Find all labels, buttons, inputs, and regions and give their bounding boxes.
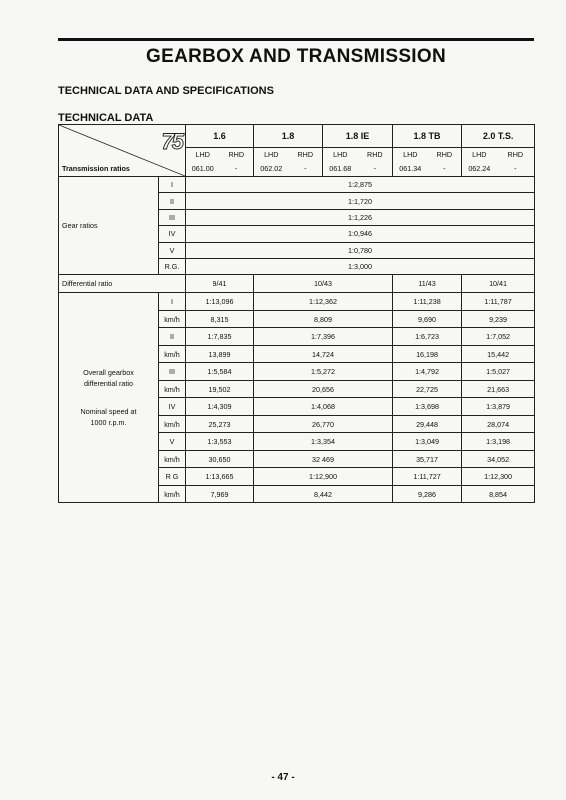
gear-ratio-value: 1:0,780 [186,242,535,258]
overall-ratio-value: 1:3,553 [186,433,254,451]
gearbox-code: 062.24 [462,161,497,177]
corner-cell [59,125,186,177]
gear-ratio-value: 1:1,226 [186,209,535,225]
model-header: 1.8 TB [393,125,462,148]
differential-value: 10/41 [462,275,535,293]
gearbox-code: 062.02 [254,161,289,177]
overall-label-cell [59,293,159,503]
gear-ratio-value: 1:0,946 [186,226,535,242]
gearbox-code-rhd: - [358,161,393,177]
speed-value: 15,442 [462,345,535,363]
overall-label-2: differential ratio [83,379,133,389]
kmh-label: km/h [159,345,186,363]
gear-label: IV [159,226,186,242]
gearbox-code-rhd: - [428,161,462,177]
gear-label: III [159,363,186,381]
rhd-label: RHD [428,148,462,162]
kmh-label: km/h [159,310,186,328]
overall-label-1: Overall gearbox [83,367,134,377]
speed-value: 26,770 [254,415,393,433]
gear-ratio-value: 1:1,720 [186,193,535,209]
overall-ratio-value: 1:4,309 [186,398,254,416]
table-row [59,125,535,148]
gear-label: III [159,209,186,225]
gearbox-code: 061.34 [393,161,428,177]
rhd-label: RHD [289,148,323,162]
overall-ratio-value: 1:3,698 [393,398,462,416]
gear-ratio-value: 1:2,875 [186,177,535,193]
speed-value: 20,656 [254,380,393,398]
overall-ratio-value: 1:5,027 [462,363,535,381]
overall-ratio-value: 1:12,900 [254,468,393,486]
speed-value: 7,969 [186,485,254,503]
gear-label: II [159,193,186,209]
gear-label: V [159,242,186,258]
lhd-label: LHD [186,148,220,162]
rhd-label: RHD [497,148,535,162]
overall-ratio-value: 1:5,584 [186,363,254,381]
overall-ratio-value: 1:13,665 [186,468,254,486]
speed-value: 22,725 [393,380,462,398]
overall-ratio-value: 1:3,198 [462,433,535,451]
overall-ratio-value: 1:7,396 [254,328,393,346]
rhd-label: RHD [220,148,254,162]
nominal-speed-label-1: Nominal speed at [80,406,137,416]
gearbox-code: 061.68 [323,161,358,177]
lhd-label: LHD [393,148,428,162]
differential-label: Differential ratio [59,275,186,293]
speed-value: 32 469 [254,450,393,468]
speed-value: 25,273 [186,415,254,433]
speed-value: 13,899 [186,345,254,363]
model-header: 2.0 T.S. [462,125,535,148]
differential-value: 10/43 [254,275,393,293]
overall-ratio-value: 1:5,272 [254,363,393,381]
speed-value: 29,448 [393,415,462,433]
nominal-speed-label-2: 1000 r.p.m. [90,418,127,428]
overall-ratio-value: 1:11,787 [462,293,535,311]
differential-value: 9/41 [186,275,254,293]
overall-ratio-value: 1:12,362 [254,293,393,311]
speed-value: 28,074 [462,415,535,433]
overall-ratio-value: 1:7,052 [462,328,535,346]
model-header: 1.8 IE [323,125,393,148]
page-title: GEARBOX AND TRANSMISSION [146,46,446,67]
top-rule [58,38,534,41]
gearbox-code-rhd: - [497,161,535,177]
lhd-label: LHD [323,148,358,162]
gear-label: R.G. [159,258,186,274]
gear-label: R G [159,468,186,486]
speed-value: 35,717 [393,450,462,468]
speed-value: 14,724 [254,345,393,363]
speed-value: 8,315 [186,310,254,328]
speed-value: 8,809 [254,310,393,328]
model-header: 1.8 [254,125,323,148]
speed-value: 21,663 [462,380,535,398]
overall-ratio-value: 1:11,238 [393,293,462,311]
speed-value: 9,239 [462,310,535,328]
table-row [59,293,535,311]
technical-data-table [58,124,535,503]
gear-label: II [159,328,186,346]
kmh-label: km/h [159,485,186,503]
transmission-ratios-label: Transmission ratios [62,164,130,173]
lhd-label: LHD [462,148,497,162]
gear-ratio-value: 1:3,000 [186,258,535,274]
overall-ratio-value: 1:13,096 [186,293,254,311]
speed-value: 30,650 [186,450,254,468]
gear-label: I [159,293,186,311]
gear-label: V [159,433,186,451]
speed-value: 16,198 [393,345,462,363]
overall-ratio-value: 1:3,354 [254,433,393,451]
overall-ratio-value: 1:12,300 [462,468,535,486]
gearbox-code: 061.00 [186,161,220,177]
speed-value: 19,502 [186,380,254,398]
table-row [59,275,535,293]
section-heading: TECHNICAL DATA [58,112,154,124]
kmh-label: km/h [159,450,186,468]
gearbox-code-rhd: - [289,161,323,177]
kmh-label: km/h [159,380,186,398]
overall-ratio-value: 1:4,068 [254,398,393,416]
speed-value: 8,854 [462,485,535,503]
overall-ratio-value: 1:4,792 [393,363,462,381]
lhd-label: LHD [254,148,289,162]
table-row [59,177,535,193]
overall-ratio-value: 1:3,049 [393,433,462,451]
overall-ratio-value: 1:3,879 [462,398,535,416]
alfa-75-logo: 75 [161,129,182,154]
page-number: - 47 - [271,772,295,783]
overall-ratio-value: 1:7,835 [186,328,254,346]
overall-ratio-value: 1:6,723 [393,328,462,346]
rhd-label: RHD [358,148,393,162]
differential-value: 11/43 [393,275,462,293]
kmh-label: km/h [159,415,186,433]
gear-label: IV [159,398,186,416]
gear-label: I [159,177,186,193]
speed-value: 9,690 [393,310,462,328]
model-header: 1.6 [186,125,254,148]
gear-ratios-label: Gear ratios [59,177,159,275]
speed-value: 34,052 [462,450,535,468]
overall-ratio-value: 1:11,727 [393,468,462,486]
subheading: TECHNICAL DATA AND SPECIFICATIONS [58,85,274,97]
speed-value: 9,286 [393,485,462,503]
gearbox-code-rhd: - [220,161,254,177]
speed-value: 8,442 [254,485,393,503]
